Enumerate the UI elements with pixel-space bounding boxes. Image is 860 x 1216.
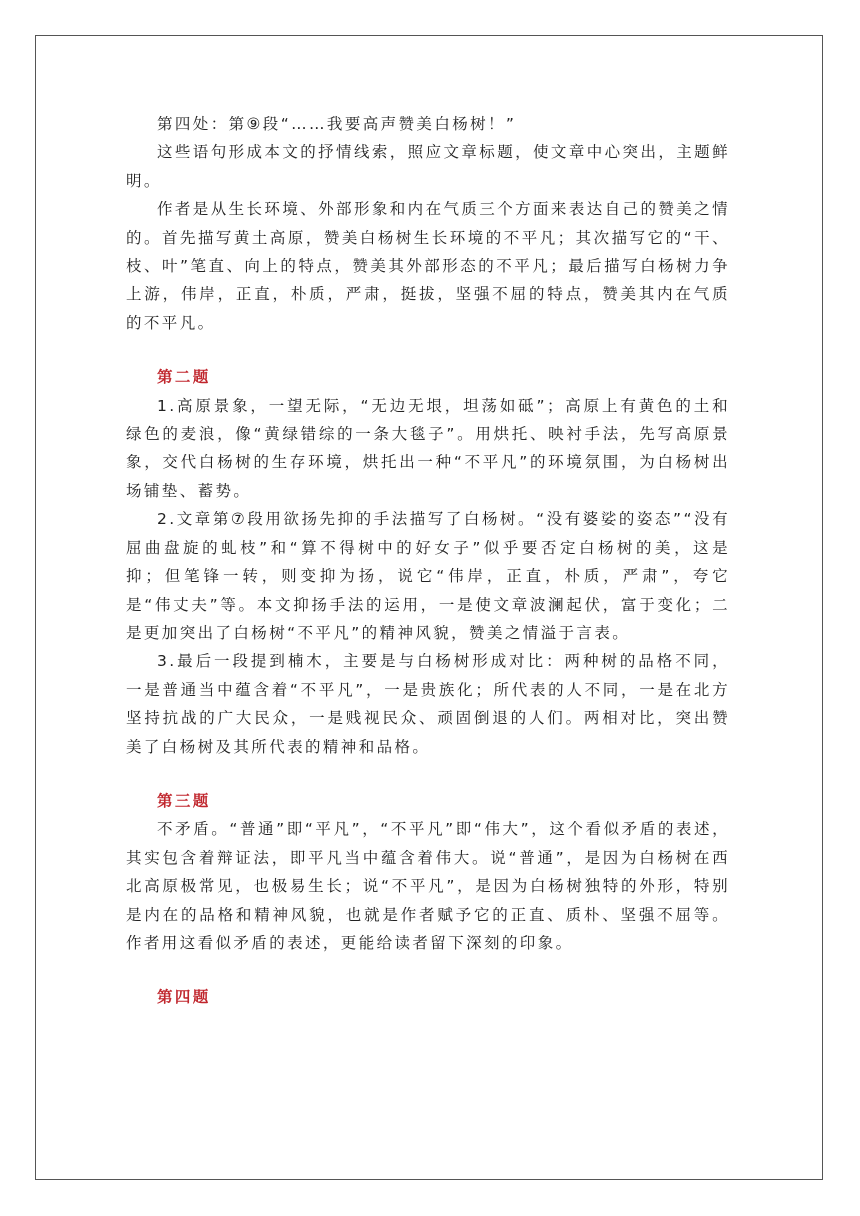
paragraph: 2.文章第⑦段用欲扬先抑的手法描写了白杨树。“没有婆娑的姿态”“没有屈曲盘旋的虬枝”和“算不得树中的好女子”似乎要否定白杨树的美，这是抑；但笔锋一转，则变抑为扬，说它“伟岸，正直，朴质，严肃”，夸它是“伟丈夫”等。本文抑扬手法的运用，一是使文章波澜起伏，富于变化；二是更加突出了白杨树“不平凡”的精神风貌，赞美之情溢于言表。 bbox=[126, 510, 730, 642]
spacer bbox=[126, 957, 730, 983]
document-body bbox=[126, 110, 730, 1012]
paragraph: 不矛盾。“普通”即“平凡”，“不平凡”即“伟大”，这个看似矛盾的表述，其实包含着辩证法，即平凡当中蕴含着伟大。说“普通”，是因为白杨树在西北高原极常见，也极易生长；说“不平凡”，是因为白杨树独特的外形，特别是内在的品格和精神风貌，也就是作者赋予它的正直、质朴、坚强不屈等。作者用这看似矛盾的表述，更能给读者留下深刻的印象。 bbox=[126, 820, 730, 952]
paragraph: 3.最后一段提到楠木，主要是与白杨树形成对比：两种树的品格不同，一是普通当中蕴含着“不平凡”，一是贵族化；所代表的人不同，一是在北方坚持抗战的广大民众，一是贱视民众、顽固倒退的人们。两相对比，突出赞美了白杨树及其所代表的精神和品格。 bbox=[126, 652, 730, 756]
section-heading-2: 第二题 bbox=[157, 368, 211, 387]
spacer bbox=[126, 337, 730, 363]
section-heading-3: 第三题 bbox=[157, 791, 211, 810]
section-heading-4: 第四题 bbox=[157, 988, 211, 1007]
paragraph: 1.高原景象，一望无际，“无边无垠，坦荡如砥”；高原上有黄色的土和绿色的麦浪，像“黄绿错综的一条大毯子”。用烘托、映衬手法，先写高原景象，交代白杨树的生存环境，烘托出一种“不平凡”的环境氛围，为白杨树出场铺垫、蓄势。 bbox=[126, 396, 730, 500]
spacer bbox=[126, 761, 730, 787]
paragraph: 作者是从生长环境、外部形象和内在气质三个方面来表达自己的赞美之情的。首先描写黄土高原，赞美白杨树生长环境的不平凡；其次描写它的“干、枝、叶”笔直、向上的特点，赞美其外部形态的不平凡；最后描写白杨树力争上游，伟岸，正直，朴质，严肃，挺拔，坚强不屈的特点，赞美其内在气质的不平凡。 bbox=[126, 200, 730, 332]
paragraph: 第四处：第⑨段“……我要高声赞美白杨树！” bbox=[157, 115, 517, 133]
paragraph: 这些语句形成本文的抒情线索，照应文章标题，使文章中心突出，主题鲜明。 bbox=[126, 143, 730, 190]
